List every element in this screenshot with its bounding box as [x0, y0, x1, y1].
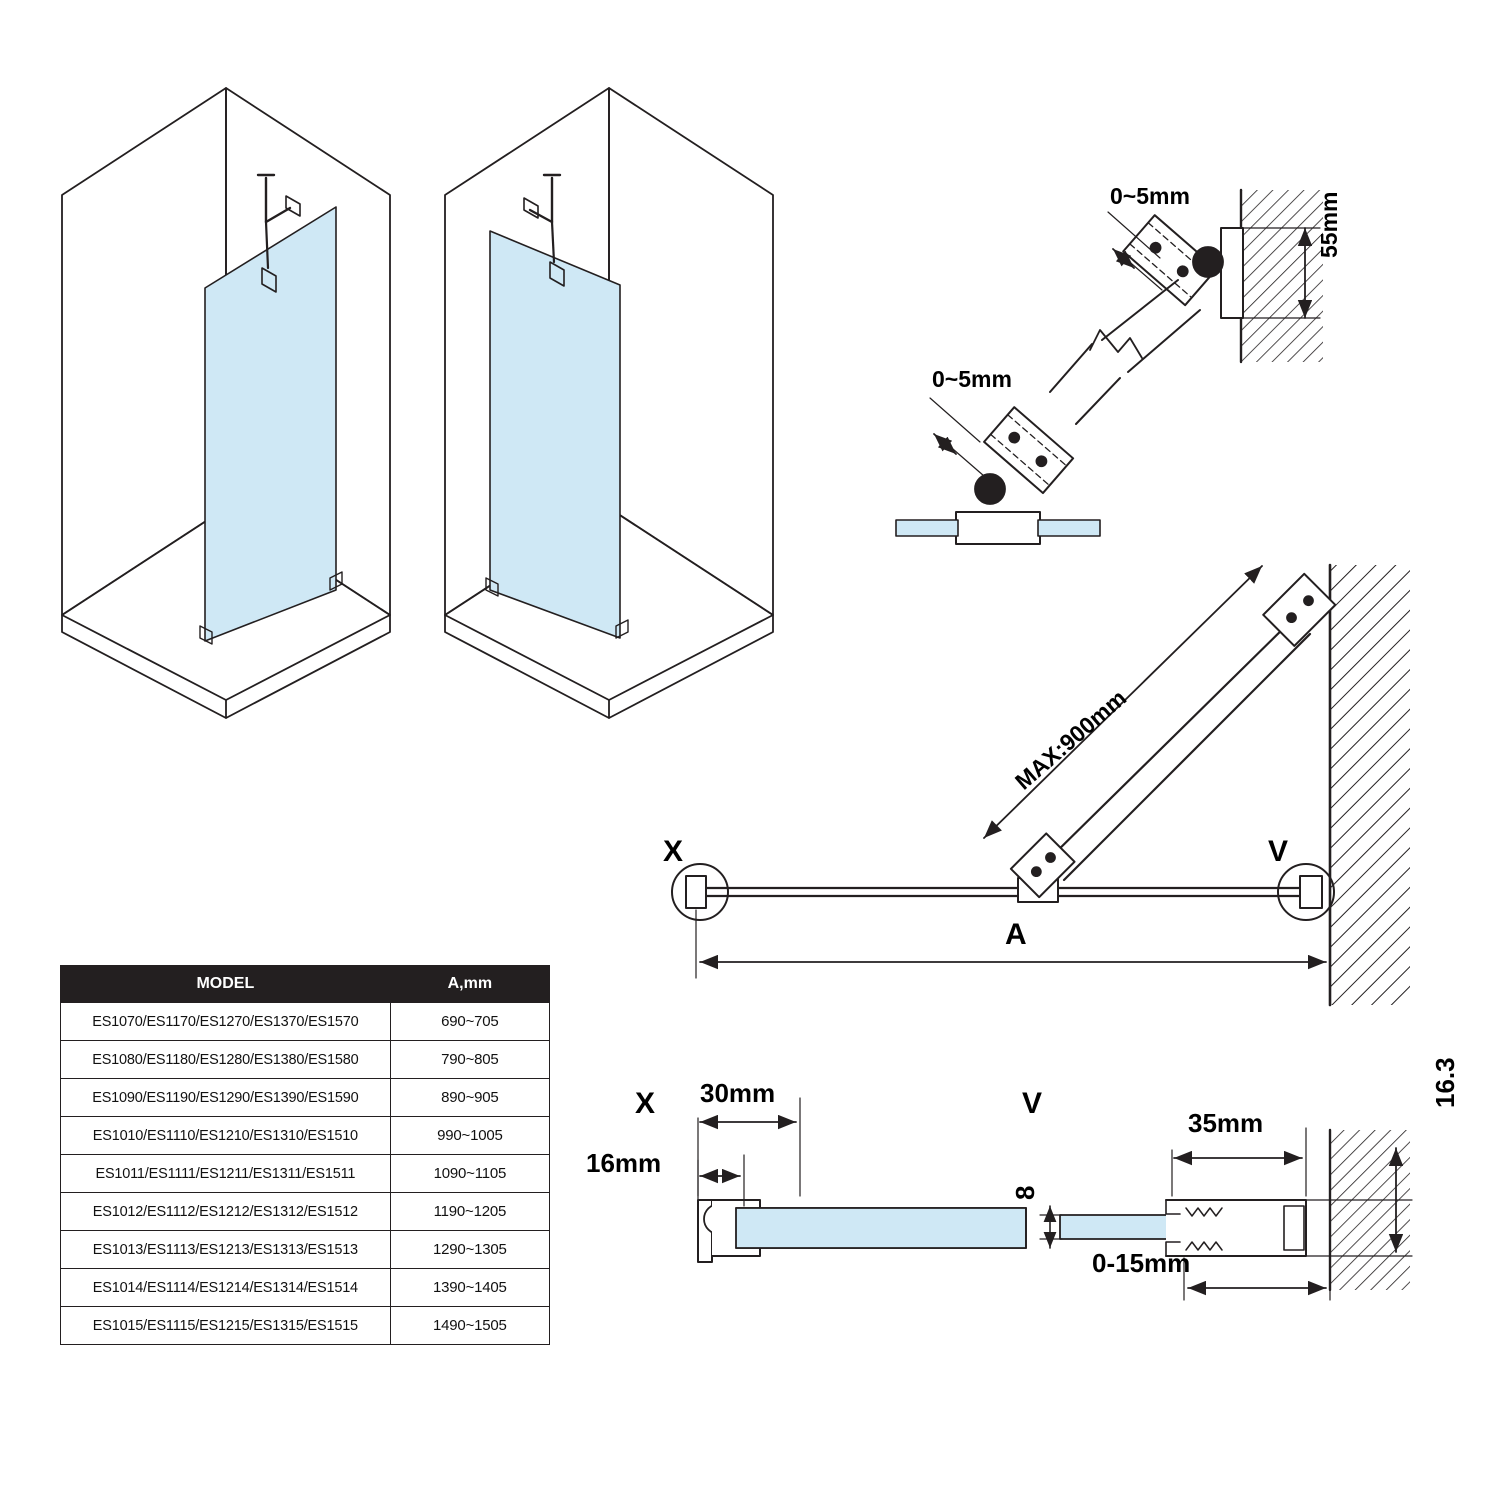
table-header-model: MODEL: [61, 966, 391, 1003]
enclosure-left: [62, 88, 390, 718]
cell-model: ES1090/ES1190/ES1290/ES1390/ES1590: [61, 1079, 391, 1117]
cell-model: ES1015/ES1115/ES1215/ES1315/ES1515: [61, 1307, 391, 1345]
cell-model: ES1014/ES1114/ES1214/ES1314/ES1514: [61, 1269, 391, 1307]
label-profile-v-height-text: 16.3: [1430, 1057, 1460, 1108]
cell-a: 1190~1205: [390, 1193, 549, 1231]
cell-a: 1290~1305: [390, 1231, 549, 1269]
cell-model: ES1010/ES1110/ES1210/ES1310/ES1510: [61, 1117, 391, 1155]
marker-v-detail: V: [1022, 1087, 1043, 1120]
table-row: [61, 1307, 550, 1345]
cell-model: ES1011/ES1111/ES1211/ES1311/ES1511: [61, 1155, 391, 1193]
table-row: [61, 1079, 550, 1117]
marker-x-plan: X: [663, 835, 684, 868]
table-header-row: [61, 966, 550, 1003]
table-header-a: A,mm: [390, 966, 549, 1003]
cell-model: ES1013/ES1113/ES1213/ES1313/ES1513: [61, 1231, 391, 1269]
table-row: [61, 1117, 550, 1155]
label-bracket-gap-top: 0~5mm: [1110, 183, 1190, 209]
label-profile-v-width: 35mm: [1188, 1108, 1264, 1138]
enclosure-right: [445, 88, 773, 718]
cell-model: ES1012/ES1112/ES1212/ES1312/ES1512: [61, 1193, 391, 1231]
cell-model: ES1080/ES1180/ES1280/ES1380/ES1580: [61, 1041, 391, 1079]
cell-a: 1090~1105: [390, 1155, 549, 1193]
cell-a: 1490~1505: [390, 1307, 549, 1345]
table-row: [61, 1231, 550, 1269]
cell-model: ES1070/ES1170/ES1270/ES1370/ES1570: [61, 1003, 391, 1041]
plan-view: [672, 565, 1410, 1005]
label-bracket-gap-bottom: 0~5mm: [932, 366, 1012, 392]
cell-a: 990~1005: [390, 1117, 549, 1155]
table-row: [61, 1041, 550, 1079]
label-wall-plate-height-text: 55mm: [1316, 191, 1342, 258]
marker-x-detail: X: [635, 1087, 656, 1120]
cell-a: 790~805: [390, 1041, 549, 1079]
detail-x-section: [698, 1098, 1026, 1262]
table-row: [61, 1193, 550, 1231]
table-row: [61, 1003, 550, 1041]
label-support-bar-max: MAX:900mm: [1010, 684, 1132, 795]
label-width-a: A: [1005, 918, 1027, 951]
cell-a: 890~905: [390, 1079, 549, 1117]
label-profile-x-glass-offset: 16mm: [586, 1148, 662, 1178]
cell-a: 1390~1405: [390, 1269, 549, 1307]
table-row: [61, 1155, 550, 1193]
marker-v-plan: V: [1268, 835, 1289, 868]
cell-a: 690~705: [390, 1003, 549, 1041]
label-glass-thickness-text: 8: [1010, 1185, 1040, 1200]
label-wall-adjust: 0-15mm: [1092, 1248, 1191, 1278]
table-row: [61, 1269, 550, 1307]
label-profile-x-width: 30mm: [700, 1078, 776, 1108]
model-spec-table: [60, 965, 550, 1345]
